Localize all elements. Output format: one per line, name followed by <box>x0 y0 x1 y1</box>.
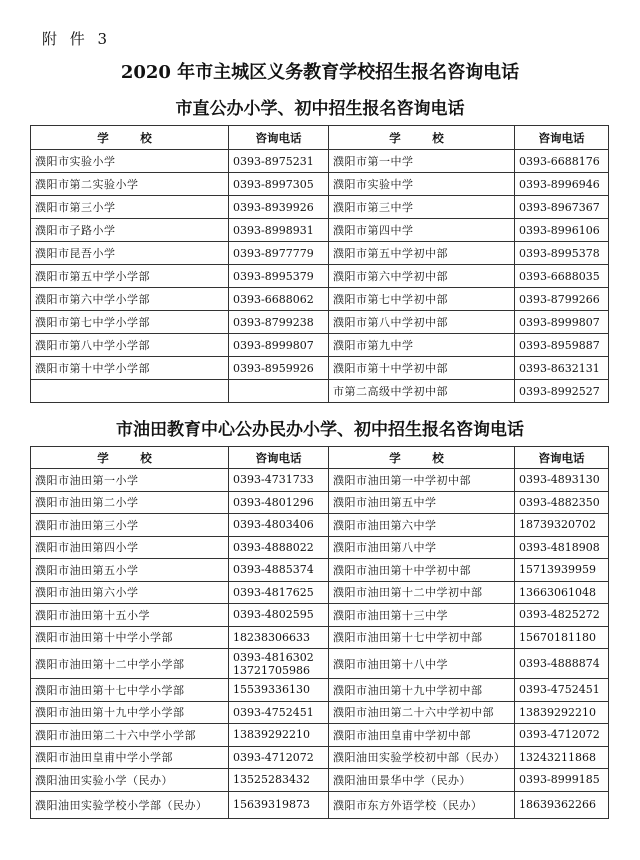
school-name-cell: 濮阳市第二实验小学 <box>31 173 229 196</box>
phone-cell: 0393-8992527 <box>515 380 609 403</box>
phone-cell: 0393-8998931 <box>229 219 329 242</box>
phone-cell: 0393-8999807 <box>229 334 329 357</box>
phone-cell: 15670181180 <box>515 626 609 649</box>
table-row <box>31 626 609 649</box>
phone-cell: 0393-8999807 <box>515 311 609 334</box>
school-name-cell: 濮阳市油田皇甫中学小学部 <box>31 746 229 769</box>
column-header-school: 学 校 <box>31 447 229 469</box>
table-row <box>31 334 609 357</box>
school-name-cell: 濮阳油田实验小学（民办） <box>31 769 229 792</box>
phone-cell: 18238306633 <box>229 626 329 649</box>
table-row <box>31 746 609 769</box>
school-name-cell: 濮阳市第十中学初中部 <box>329 357 515 380</box>
column-header-school: 学 校 <box>329 126 515 150</box>
school-name-cell: 濮阳市油田第十九中学小学部 <box>31 701 229 724</box>
column-header-phone: 咨询电话 <box>515 447 609 469</box>
table-row <box>31 536 609 559</box>
table-row <box>31 380 609 403</box>
school-name-cell: 濮阳市第一中学 <box>329 150 515 173</box>
school-name-cell: 濮阳市油田第五中学 <box>329 491 515 514</box>
school-name-cell: 濮阳市东方外语学校（民办） <box>329 791 515 818</box>
school-name-cell: 濮阳市第三小学 <box>31 196 229 219</box>
phone-cell: 0393-4893130 <box>515 469 609 492</box>
table-row <box>31 173 609 196</box>
school-name-cell: 濮阳市第七中学小学部 <box>31 311 229 334</box>
school-name-cell: 濮阳市油田第五小学 <box>31 559 229 582</box>
school-name-cell: 市第二高级中学初中部 <box>329 380 515 403</box>
section2-table <box>30 446 609 819</box>
page-title: 2020 年市主城区义务教育学校招生报名咨询电话 <box>120 62 520 83</box>
phone-cell: 0393-8996946 <box>515 173 609 196</box>
phone-cell: 0393-6688176 <box>515 150 609 173</box>
phone-cell: 0393-6688062 <box>229 288 329 311</box>
phone-cell: 0393-4888874 <box>515 649 609 679</box>
school-name-cell: 濮阳市第九中学 <box>329 334 515 357</box>
school-name-cell: 濮阳市油田第三小学 <box>31 514 229 537</box>
school-name-cell: 濮阳市油田第十二中学初中部 <box>329 581 515 604</box>
table-row <box>31 769 609 792</box>
column-header-phone: 咨询电话 <box>515 126 609 150</box>
phone-cell: 0393-8995378 <box>515 242 609 265</box>
phone-cell: 0393-8632131 <box>515 357 609 380</box>
school-name-cell: 濮阳市油田第六中学 <box>329 514 515 537</box>
phone-cell: 15539336130 <box>229 679 329 702</box>
phone-cell: 18639362266 <box>515 791 609 818</box>
section2-title: 市油田教育中心公办民办小学、初中招生报名咨询电话 <box>116 420 524 440</box>
phone-cell: 0393-8977779 <box>229 242 329 265</box>
table-header-row <box>31 447 609 469</box>
school-name-cell: 濮阳市第四中学 <box>329 219 515 242</box>
phone-line: 0393-4816302 <box>233 650 314 664</box>
phone-cell: 0393-4752451 <box>229 701 329 724</box>
column-header-school: 学 校 <box>329 447 515 469</box>
table-header-row <box>31 126 609 150</box>
phone-cell: 0393-8999185 <box>515 769 609 792</box>
school-name-cell: 濮阳市油田第一中学初中部 <box>329 469 515 492</box>
table-row <box>31 559 609 582</box>
school-name-cell: 濮阳市第七中学初中部 <box>329 288 515 311</box>
school-name-cell: 濮阳市第十中学小学部 <box>31 357 229 380</box>
school-name-cell: 濮阳市油田第六小学 <box>31 581 229 604</box>
table-row <box>31 196 609 219</box>
table-row <box>31 514 609 537</box>
school-name-cell: 濮阳市第六中学小学部 <box>31 288 229 311</box>
phone-cell: 0393-4817625 <box>229 581 329 604</box>
table-row <box>31 491 609 514</box>
phone-cell: 0393-8959887 <box>515 334 609 357</box>
table-row <box>31 265 609 288</box>
school-name-cell: 濮阳市第六中学初中部 <box>329 265 515 288</box>
phone-cell: 0393-8799266 <box>515 288 609 311</box>
school-name-cell: 濮阳市第三中学 <box>329 196 515 219</box>
school-name-cell: 濮阳市第八中学小学部 <box>31 334 229 357</box>
school-name-cell: 濮阳市油田第四小学 <box>31 536 229 559</box>
phone-cell: 0393-8997305 <box>229 173 329 196</box>
phone-cell: 0393-4801296 <box>229 491 329 514</box>
school-name-cell: 濮阳市油田第一小学 <box>31 469 229 492</box>
phone-cell: 0393-4882350 <box>515 491 609 514</box>
table-row <box>31 649 609 679</box>
school-name-cell: 濮阳市第八中学初中部 <box>329 311 515 334</box>
phone-cell: 0393-4818908 <box>515 536 609 559</box>
school-name-cell: 濮阳市实验小学 <box>31 150 229 173</box>
school-name-cell: 濮阳市油田第十中学初中部 <box>329 559 515 582</box>
school-name-cell: 濮阳市昆吾小学 <box>31 242 229 265</box>
table-row <box>31 357 609 380</box>
table-row <box>31 219 609 242</box>
school-name-cell <box>31 380 229 403</box>
school-name-cell: 濮阳市油田第二小学 <box>31 491 229 514</box>
phone-cell: 0393-4712072 <box>515 724 609 747</box>
table-row <box>31 311 609 334</box>
table-row <box>31 604 609 627</box>
attachment-label: 附 件 3 <box>42 30 112 48</box>
phone-cell: 0393-4712072 <box>229 746 329 769</box>
phone-cell: 13663061048 <box>515 581 609 604</box>
column-header-phone: 咨询电话 <box>229 126 329 150</box>
table-row <box>31 581 609 604</box>
phone-cell: 0393-8975231 <box>229 150 329 173</box>
table-row <box>31 150 609 173</box>
school-name-cell: 濮阳市第五中学小学部 <box>31 265 229 288</box>
school-name-cell: 濮阳市油田第十七中学初中部 <box>329 626 515 649</box>
phone-cell: 13839292210 <box>515 701 609 724</box>
phone-cell: 0393-4752451 <box>515 679 609 702</box>
school-name-cell: 濮阳市油田皇甫中学初中部 <box>329 724 515 747</box>
phone-cell <box>229 649 329 679</box>
section1-title: 市直公办小学、初中招生报名咨询电话 <box>175 99 465 119</box>
column-header-phone: 咨询电话 <box>229 447 329 469</box>
phone-cell: 0393-4803406 <box>229 514 329 537</box>
phone-cell: 13839292210 <box>229 724 329 747</box>
phone-line: 13721705986 <box>233 663 310 677</box>
school-name-cell: 濮阳市第五中学初中部 <box>329 242 515 265</box>
school-name-cell: 濮阳油田实验学校小学部（民办） <box>31 791 229 818</box>
table-row <box>31 242 609 265</box>
phone-cell <box>229 380 329 403</box>
phone-cell: 0393-4731733 <box>229 469 329 492</box>
school-name-cell: 濮阳市油田第十八中学 <box>329 649 515 679</box>
phone-cell: 15639319873 <box>229 791 329 818</box>
phone-cell: 0393-8967367 <box>515 196 609 219</box>
phone-cell: 15713939959 <box>515 559 609 582</box>
phone-cell: 0393-4888022 <box>229 536 329 559</box>
section1-table <box>30 125 609 403</box>
school-name-cell: 濮阳市油田第十九中学初中部 <box>329 679 515 702</box>
phone-cell: 0393-4885374 <box>229 559 329 582</box>
school-name-cell: 濮阳市油田第十中学小学部 <box>31 626 229 649</box>
table-row <box>31 469 609 492</box>
table-row <box>31 701 609 724</box>
school-name-cell: 濮阳油田实验学校初中部（民办） <box>329 746 515 769</box>
phone-cell: 0393-4802595 <box>229 604 329 627</box>
phone-cell: 13243211868 <box>515 746 609 769</box>
table-row <box>31 791 609 818</box>
column-header-school: 学 校 <box>31 126 229 150</box>
phone-cell: 0393-4825272 <box>515 604 609 627</box>
school-name-cell: 濮阳市实验中学 <box>329 173 515 196</box>
phone-cell: 0393-8996106 <box>515 219 609 242</box>
phone-cell: 0393-8995379 <box>229 265 329 288</box>
school-name-cell: 濮阳市油田第八中学 <box>329 536 515 559</box>
school-name-cell: 濮阳市油田第十三中学 <box>329 604 515 627</box>
school-name-cell: 濮阳油田景华中学（民办） <box>329 769 515 792</box>
table-row <box>31 288 609 311</box>
phone-cell: 13525283432 <box>229 769 329 792</box>
school-name-cell: 濮阳市油田第十二中学小学部 <box>31 649 229 679</box>
school-name-cell: 濮阳市油田第十五小学 <box>31 604 229 627</box>
school-name-cell: 濮阳市油田第二十六中学小学部 <box>31 724 229 747</box>
phone-cell: 0393-6688035 <box>515 265 609 288</box>
phone-cell: 0393-8959926 <box>229 357 329 380</box>
school-name-cell: 濮阳市子路小学 <box>31 219 229 242</box>
phone-cell: 18739320702 <box>515 514 609 537</box>
table-row <box>31 679 609 702</box>
school-name-cell: 濮阳市油田第十七中学小学部 <box>31 679 229 702</box>
school-name-cell: 濮阳市油田第二十六中学初中部 <box>329 701 515 724</box>
table-row <box>31 724 609 747</box>
phone-cell: 0393-8799238 <box>229 311 329 334</box>
phone-cell: 0393-8939926 <box>229 196 329 219</box>
